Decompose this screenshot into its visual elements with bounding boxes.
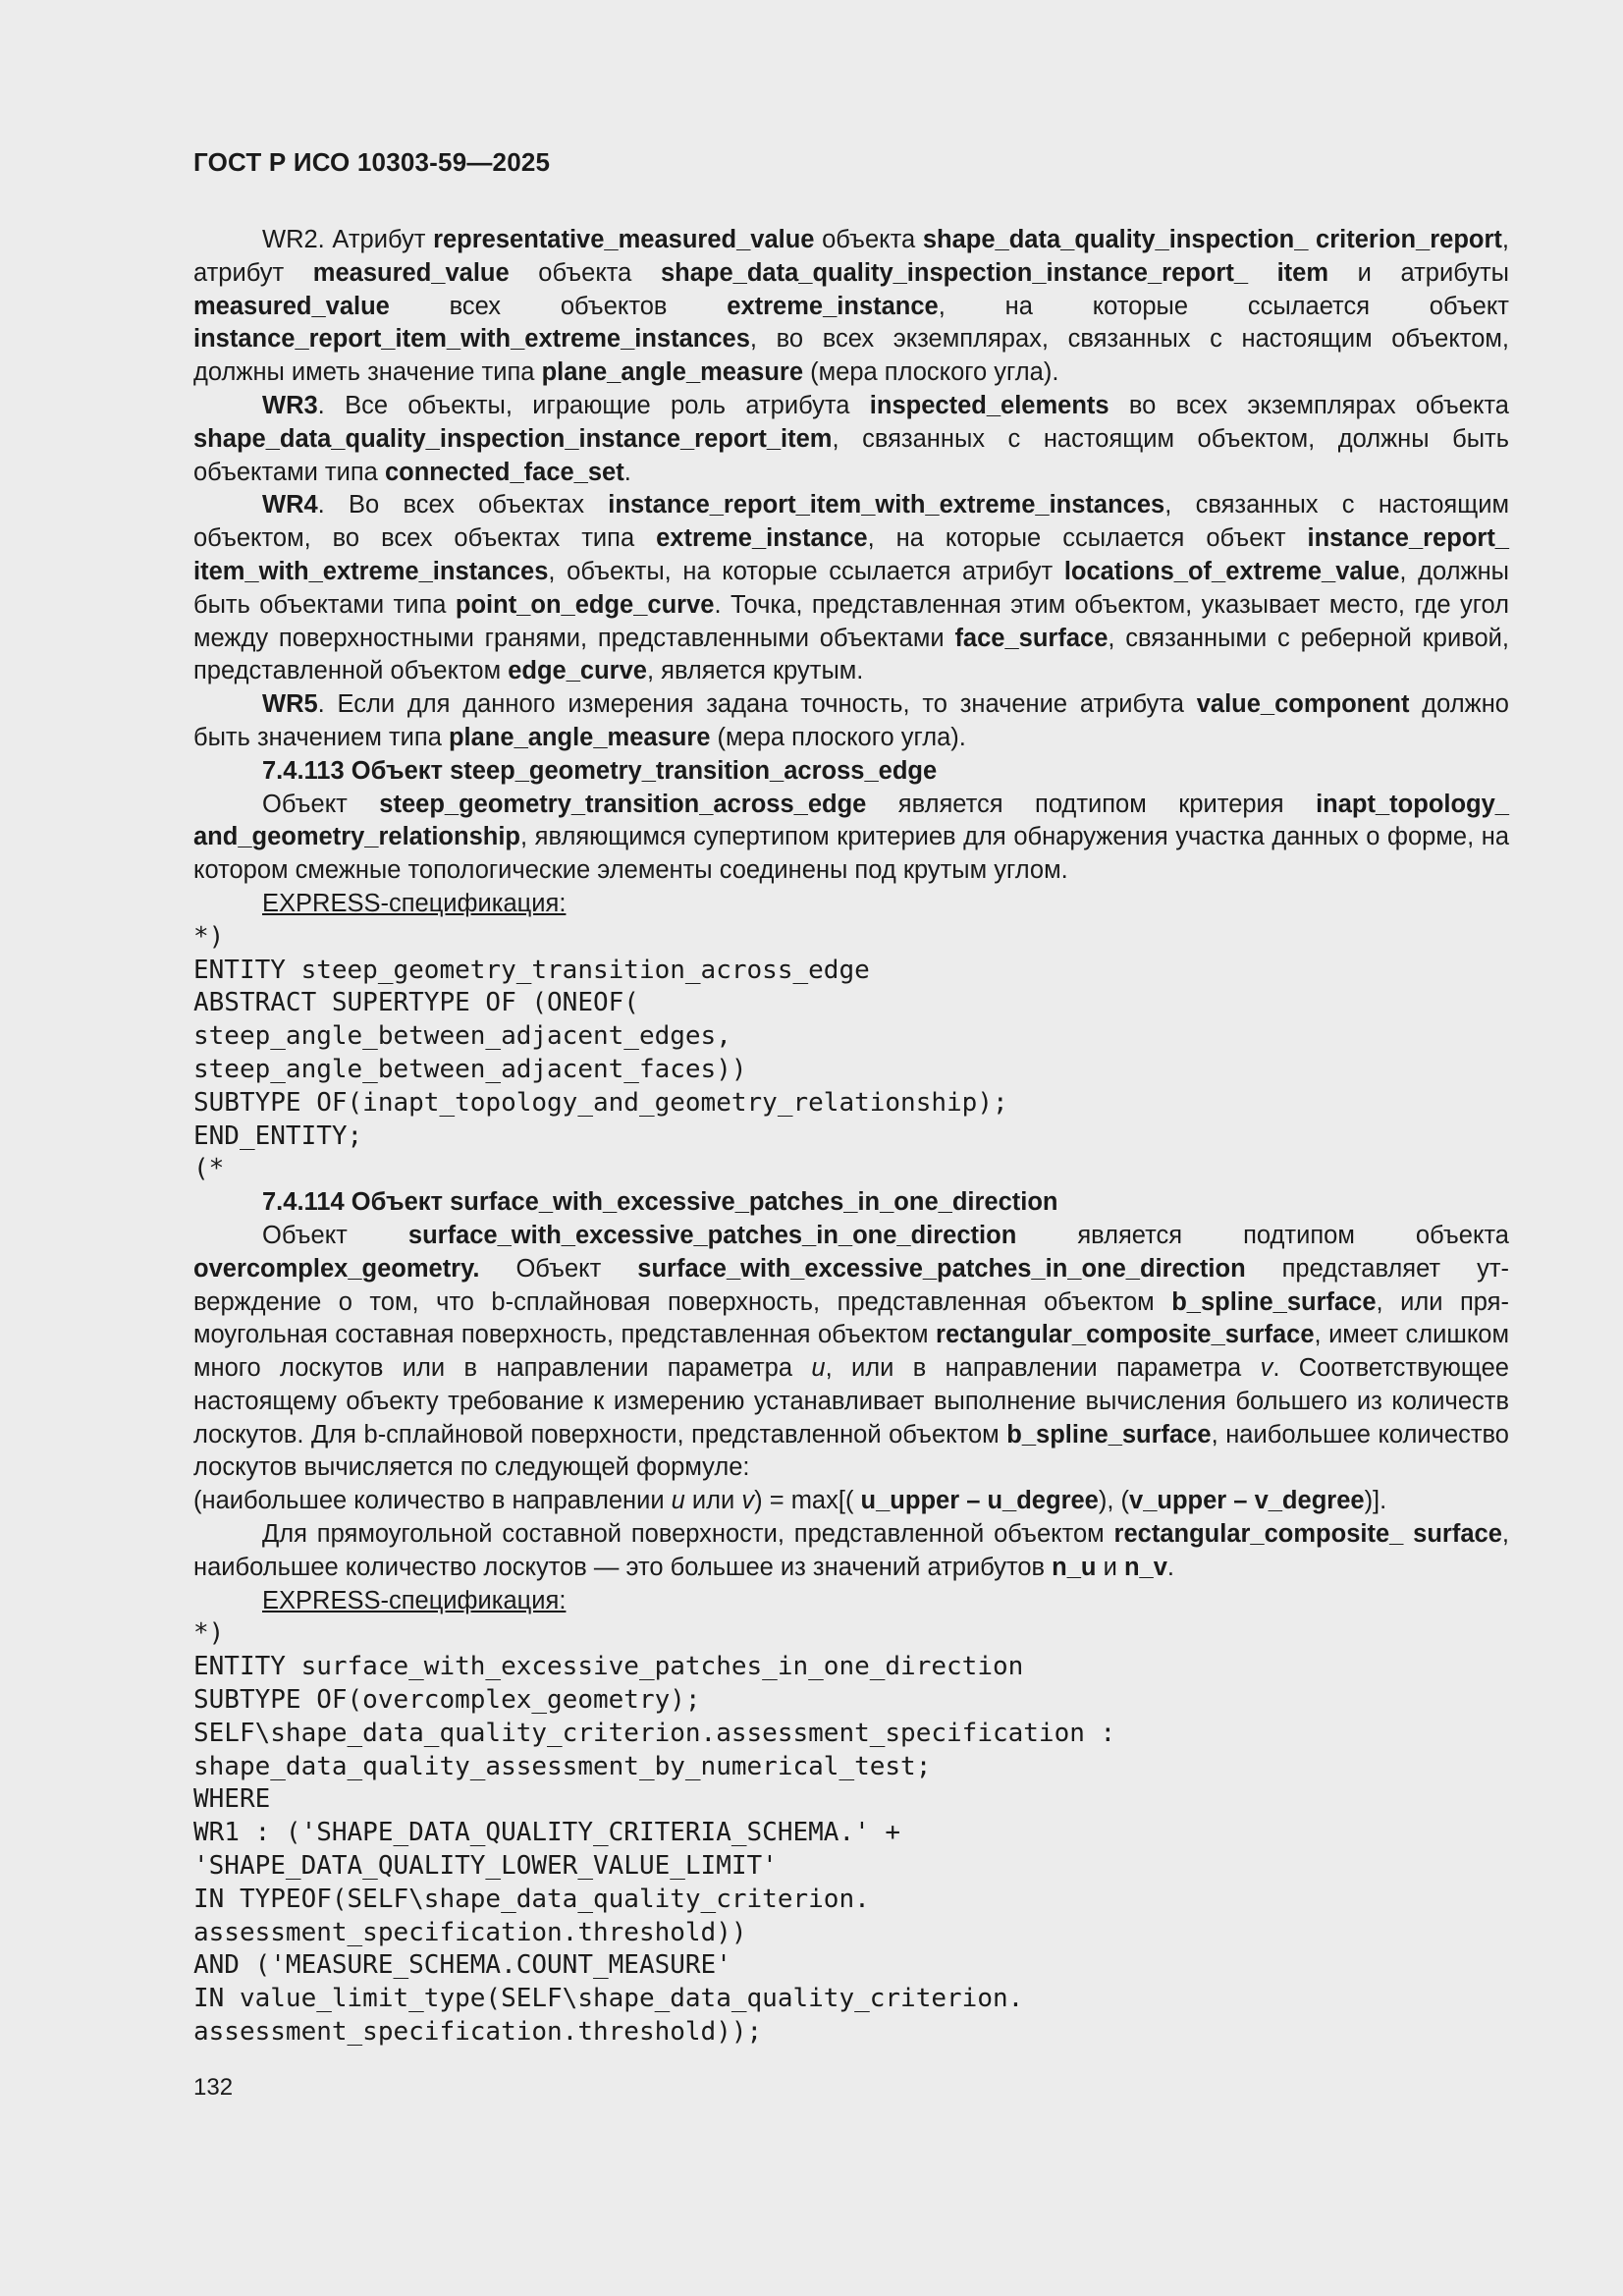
document-header: ГОСТ Р ИСО 10303-59—2025 — [193, 147, 551, 177]
express-code-block: *) ENTITY steep_geometry_transition_across_edge ABSTRACT SUPERTYPE OF (ONEOF( steep_angle_between_adjacent_edges, steep_angle_between_adjacent_faces)) SUBTYPE OF(inapt_topology_and_geometry_relationship); END_ENTITY; (* — [193, 921, 1008, 1184]
express-spec-label: EXPRESS-спецификация: — [262, 889, 567, 917]
paragraph: WR3. Все объекты, играющие роль атрибута inspected_elements во всех экземплярах объекта shape_data_quality_inspection_instance_report_item, связанных с настоящим объектом, должны быть объектами типа connected_face_set. — [193, 391, 1509, 486]
paragraph: Объект steep_geometry_transition_across_edge является подтипом критерия inapt_topology_ and_geometry_relationship, являющимся супертипом критериев для обнаружения участка данных о форме, на котором смежные топологические элементы соединены под крутым углом. — [193, 790, 1509, 885]
section-heading: 7.4.114 Объект surface_with_excessive_patches_in_one_direction — [262, 1188, 1058, 1217]
express-code-block: *) ENTITY surface_with_excessive_patches_in_one_direction SUBTYPE OF(overcomplex_geometry); SELF\shape_data_quality_criterion.assessment_specification : shape_data_quality_assessment_by_numerical_test; WHERE WR1 : ('SHAPE_DATA_QUALITY_CRITERIA_SCHEMA.' + 'SHAPE_DATA_QUALITY_LOWER_VALUE_LIMIT' IN TYPEOF(SELF\shape_data_quality_criterion. assessment_specification.threshold)) AND ('MEASURE_SCHEMA.COUNT_MEASURE' IN value_limit_type(SELF\shape_data_quality_criterion. assessment_specification.threshold)); — [193, 1618, 1116, 2048]
section-heading: 7.4.113 Объект steep_geometry_transition_across_edge — [262, 756, 938, 785]
document-body — [193, 224, 1509, 2050]
paragraph: WR2. Атрибут representative_measured_value объекта shape_data_quality_inspection_ criterion_report, атрибут measured_value объекта shape_data_quality_inspection_instance_report_ item и атрибуты measured_value всех объектов extreme_instance, на которые ссылается объект instance_report_item_with_extreme_instances, во всех экземплярах, связанных с настоящим объектом, должны иметь значение типа plane_angle_measure (мера плоского угла). — [193, 226, 1510, 387]
paragraph: (наибольшее количество в направлении u или v) = max[( u_upper – u_degree), (v_upper – v_degree)]. — [193, 1487, 1387, 1515]
paragraph: Объект surface_with_excessive_patches_in_one_direction является подтипом объекта overcomplex_geometry. Объект surface_with_excessive_patches_in_one_direction представляет утверждение о том, что b-сплайновая поверхность, представленная объектом b_spline_surface, или прямоугольная составная поверхность, представленная объектом rectangular_composite_surface, имеет слишком много лоскутов или в направлении параметра u, или в направлении параметра v. Соответствующее настоящему объекту требование к измерению устанавливает выполнение вычисления большего из количеств лоскутов. Для b-сплайновой поверхности, представленной объектом b_spline_surface, наибольшее количество лоскутов вычисляется по следующей формуле: — [193, 1221, 1509, 1482]
express-spec-label: EXPRESS-спецификация: — [262, 1586, 567, 1614]
paragraph: Для прямоугольной составной поверхности, представленной объектом rectangular_composite_ surface, наибольшее количество лоскутов — это большее из значений атрибутов n_u и n_v. — [193, 1520, 1509, 1581]
paragraph: WR5. Если для данного измерения задана точность, то значение атрибута value_component должно быть значением типа plane_angle_measure (мера плоского угла). — [193, 690, 1509, 751]
paragraph: WR4. Во всех объектах instance_report_item_with_extreme_instances, связанных с настоящим объектом, во всех объектах типа extreme_instance, на которые ссылается объект instance_report_ item_with_extreme_instances, объекты, на которые ссылается атрибут locations_of_extreme_value, должны быть объектами типа point_on_edge_curve. Точка, представленная этим объектом, указывает место, где угол между поверхностными гранями, представленными объектами face_surface, связанными с реберной кривой, представленной объектом edge_curve, является крутым. — [193, 491, 1509, 685]
page-number: 132 — [193, 2074, 234, 2101]
